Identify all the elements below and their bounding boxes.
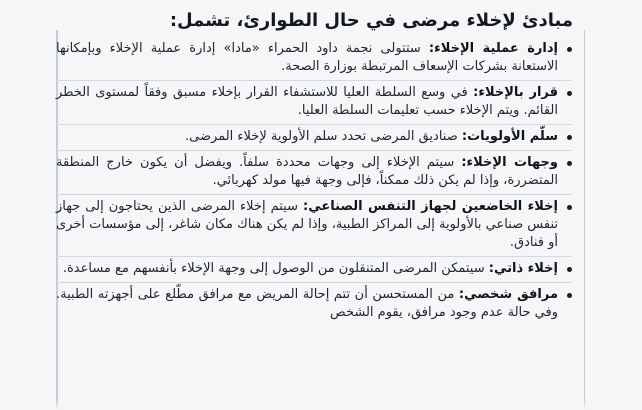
item-text: صناديق المرضى تحدد سلم الأولوية لإخلاء المرضى. bbox=[185, 129, 458, 144]
item-term: وجهات الإخلاء: bbox=[461, 155, 558, 170]
item-term: إدارة عملية الإخلاء: bbox=[428, 41, 558, 56]
item-term: سلّم الأولويات: bbox=[461, 129, 558, 144]
item-text: سيتم إخلاء المرضى الذين يحتاجون إلى جهاز تنفس صناعي بالأولوية إلى المراكز الطبية، وإذا لم يكن هناك مكان شاغر، إلى مؤسسات أخرى أو فنادق. bbox=[56, 199, 558, 250]
item-term: إخلاء الخاضعين لجهاز التنفس الصناعي: bbox=[303, 199, 558, 214]
list-item bbox=[56, 195, 572, 257]
bullet-icon bbox=[567, 161, 572, 166]
list-item bbox=[56, 151, 572, 195]
bullet-icon bbox=[567, 91, 572, 96]
page-border-right bbox=[584, 30, 586, 410]
item-term: قرار بالإخلاء: bbox=[473, 85, 559, 100]
list-item bbox=[56, 257, 572, 283]
bullet-icon bbox=[567, 135, 572, 140]
item-text: سيتمكن المرضى المتنقلون من الوصول إلى وجهة الإخلاء بأنفسهم مع مساعدة. bbox=[62, 261, 485, 276]
item-text: ستتولى نجمة داود الحمراء «مادا» إدارة عملية الإخلاء وبإمكانها الاستعانة بشركات الإسعاف المرتبطة بوزارة الصحة. bbox=[56, 41, 558, 74]
principles-list bbox=[56, 37, 572, 326]
document-title: مبادئ لإخلاء مرضى في حال الطوارئ، تشمل: bbox=[169, 10, 573, 31]
item-text: من المستحسن أن تتم إحالة المريض مع مرافق مطّلع على أجهزته الطبية. وفي حالة عدم وجود مرافق، يقوم الشخص bbox=[56, 287, 558, 320]
item-term: إخلاء ذاتي: bbox=[488, 261, 558, 276]
bullet-icon bbox=[567, 267, 572, 272]
list-item bbox=[56, 37, 572, 81]
list-item bbox=[56, 283, 572, 326]
bullet-icon bbox=[567, 205, 572, 210]
page-cutoff bbox=[0, 400, 642, 410]
list-item bbox=[56, 125, 572, 151]
bullet-icon bbox=[567, 293, 572, 298]
item-text: سيتم الإخلاء إلى وجهات محددة سلفاً. ويفضل أن يكون خارج المنطقة المتضررة، وإذا لم يكن ذلك ممكناً، فإلى وجهة فيها مولد كهربائي. bbox=[56, 155, 558, 188]
item-term: مرافق شخصي: bbox=[458, 287, 558, 302]
list-item bbox=[56, 81, 572, 125]
item-text: في وسع السلطة العليا للاستشفاء القرار بإخلاء مسبق وفقاً لمستوى الخطر القائم. ويتم الإخلاء حسب تعليمات السلطة العليا. bbox=[56, 85, 558, 118]
bullet-icon bbox=[567, 47, 572, 52]
